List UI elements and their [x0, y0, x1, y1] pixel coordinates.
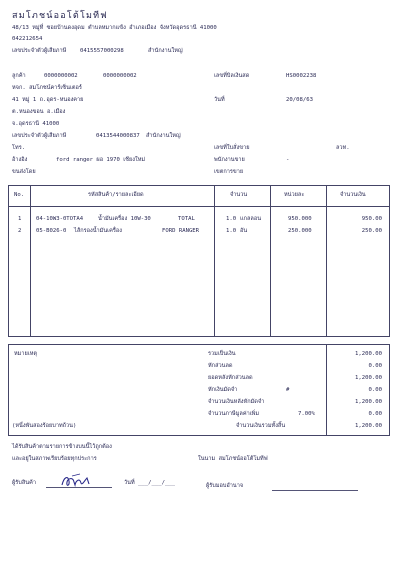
credit-label: ลวท.	[336, 145, 350, 151]
header-no: No.	[14, 192, 25, 198]
customer-branch: สำนักงานใหญ่	[146, 133, 181, 139]
summary-value-vat: 0.00	[368, 411, 382, 417]
company-phone: 042212654	[12, 36, 43, 42]
table-row-1-no: 1	[18, 216, 22, 222]
summary-label-discount: หักส่วนลด	[208, 363, 233, 369]
table-row-1-unit: แกลลอน	[240, 216, 262, 222]
shipping-label: ขนส่งโดย	[12, 169, 36, 175]
header-amount: จำนวนเงิน	[340, 192, 366, 198]
customer-tax-id: 0413544000837	[96, 133, 140, 139]
receiver-signature	[58, 471, 98, 491]
sales-order-label: เลขที่ใบสั่งขาย	[214, 145, 250, 151]
header-unit-price: หน่วยละ	[284, 192, 305, 198]
customer-address-line-3: จ.อุดรธานี 41000	[12, 121, 60, 127]
salesman-value: -	[286, 157, 290, 163]
table-row-1-brand: TOTAL	[178, 216, 195, 222]
customer-code-label: ลูกค้า	[12, 73, 26, 79]
received-note-line-2: และอยู่ในสภาพเรียบร้อยทุกประการ	[12, 456, 97, 462]
table-row-2-unit: อัน	[240, 228, 248, 234]
company-tax-id-label: เลขประจำตัวผู้เสียภาษี	[12, 48, 67, 54]
doc-number: HS0002238	[286, 73, 317, 79]
summary-label-grand-total: จำนวนเงินรวมทั้งสิ้น	[236, 423, 286, 429]
customer-tax-id-label: เลขประจำตัวผู้เสียภาษี	[12, 133, 67, 139]
table-row-2-unit-price: 250.000	[288, 228, 312, 234]
customer-code-1: 0000000002	[44, 73, 78, 79]
header-code-desc: รหัสสินค้า/รายละเอียด	[88, 192, 144, 198]
header-qty: จำนวน	[230, 192, 248, 198]
received-note-line-1: ได้รับสินค้าตามรายการข้างบนนี้ไว้ถูกต้อง	[12, 444, 112, 450]
summary-value-deposit: 0.00	[368, 387, 382, 393]
table-row-2-code: 05-B026-0	[36, 228, 67, 234]
doc-date: 20/08/63	[286, 97, 313, 103]
receive-date-label: วันที่	[124, 480, 135, 486]
authorized-signature-line	[272, 490, 358, 491]
company-address: 48/13 หมู่ที่ ซอยบ้านดงอุดม ตำบลหมากแข้ง อำเภอเมือง จังหวัดอุดรธานี 41000	[12, 25, 217, 31]
summary-pct-deposit: #	[286, 387, 290, 393]
table-row-2-desc: ไส้กรองน้ำมันเครื่อง	[74, 228, 122, 234]
reference-label: อ้างอิง	[12, 157, 28, 163]
table-row-2-no: 2	[18, 228, 22, 234]
summary-label-after-deposit: จำนวนเงินหลังหักมัดจำ	[208, 399, 265, 405]
authorized-signer-label: ผู้รับมอบอำนาจ	[206, 483, 244, 489]
table-row-1-unit-price: 950.000	[288, 216, 312, 222]
items-table	[8, 185, 390, 337]
company-name: สมโภชน์ออโต้โมทีฟ	[12, 11, 108, 21]
summary-value-grand-total: 1,200.00	[355, 423, 382, 429]
receiver-label: ผู้รับสินค้า	[12, 480, 36, 486]
receive-date-blank: ___/___/___	[138, 480, 176, 486]
doc-date-label: วันที่	[214, 97, 225, 103]
summary-value-after-discount: 1,200.00	[355, 375, 382, 381]
amount-in-words: (หนึ่งพันสองร้อยบาทถ้วน)	[12, 423, 77, 429]
summary-label-subtotal: รวมเป็นเงิน	[208, 351, 236, 357]
summary-label-vat: จำนวนภาษีมูลค่าเพิ่ม	[208, 411, 260, 417]
table-row-1-amount: 950.00	[361, 216, 382, 222]
customer-code-2: 0000000002	[103, 73, 137, 79]
remark-label: หมายเหตุ	[14, 351, 38, 357]
customer-phone-label: โทร.	[12, 145, 26, 151]
table-header-divider	[8, 206, 390, 207]
customer-name: หจก. สมโภชน์คาร์เซ็นเตอร์	[12, 85, 82, 91]
summary-pct-vat: 7.00%	[298, 411, 315, 417]
summary-value-after-deposit: 1,200.00	[355, 399, 382, 405]
sales-area-label: เขตการขาย	[214, 169, 244, 175]
table-row-1-code: 04-10W3-0TOTA4	[36, 216, 84, 222]
summary-value-discount: 0.00	[368, 363, 382, 369]
company-tax-id: 0415557000298	[80, 48, 124, 54]
summary-label-deposit: หักเงินมัดจำ	[208, 387, 238, 393]
customer-address-line-1: 41 หมู่ 1 ถ.อุดร-หนองคาย	[12, 97, 84, 103]
table-row-2-qty: 1.0	[226, 228, 237, 234]
summary-label-after-discount: ยอดหลังหักส่วนลด	[208, 375, 253, 381]
on-behalf-of: ในนาม สมโภชน์ออโต้โมทีฟ	[198, 456, 268, 462]
customer-address-line-2: ต.หนองขอน อ.เมือง	[12, 109, 66, 115]
reference-value: ford ranger ผอ 1970 เชียงใหม่	[56, 157, 146, 163]
table-row-2-brand: FORD RANGER	[162, 228, 200, 234]
table-row-1-qty: 1.0	[226, 216, 237, 222]
company-branch: สำนักงานใหญ่	[148, 48, 183, 54]
doc-number-label: เลขที่บิลเงินสด	[214, 73, 250, 79]
table-row-1-desc: น้ำมันเครื่อง 10W-30	[98, 216, 151, 222]
table-row-2-amount: 250.00	[361, 228, 382, 234]
summary-value-subtotal: 1,200.00	[355, 351, 382, 357]
salesman-label: พนักงานขาย	[214, 157, 245, 163]
